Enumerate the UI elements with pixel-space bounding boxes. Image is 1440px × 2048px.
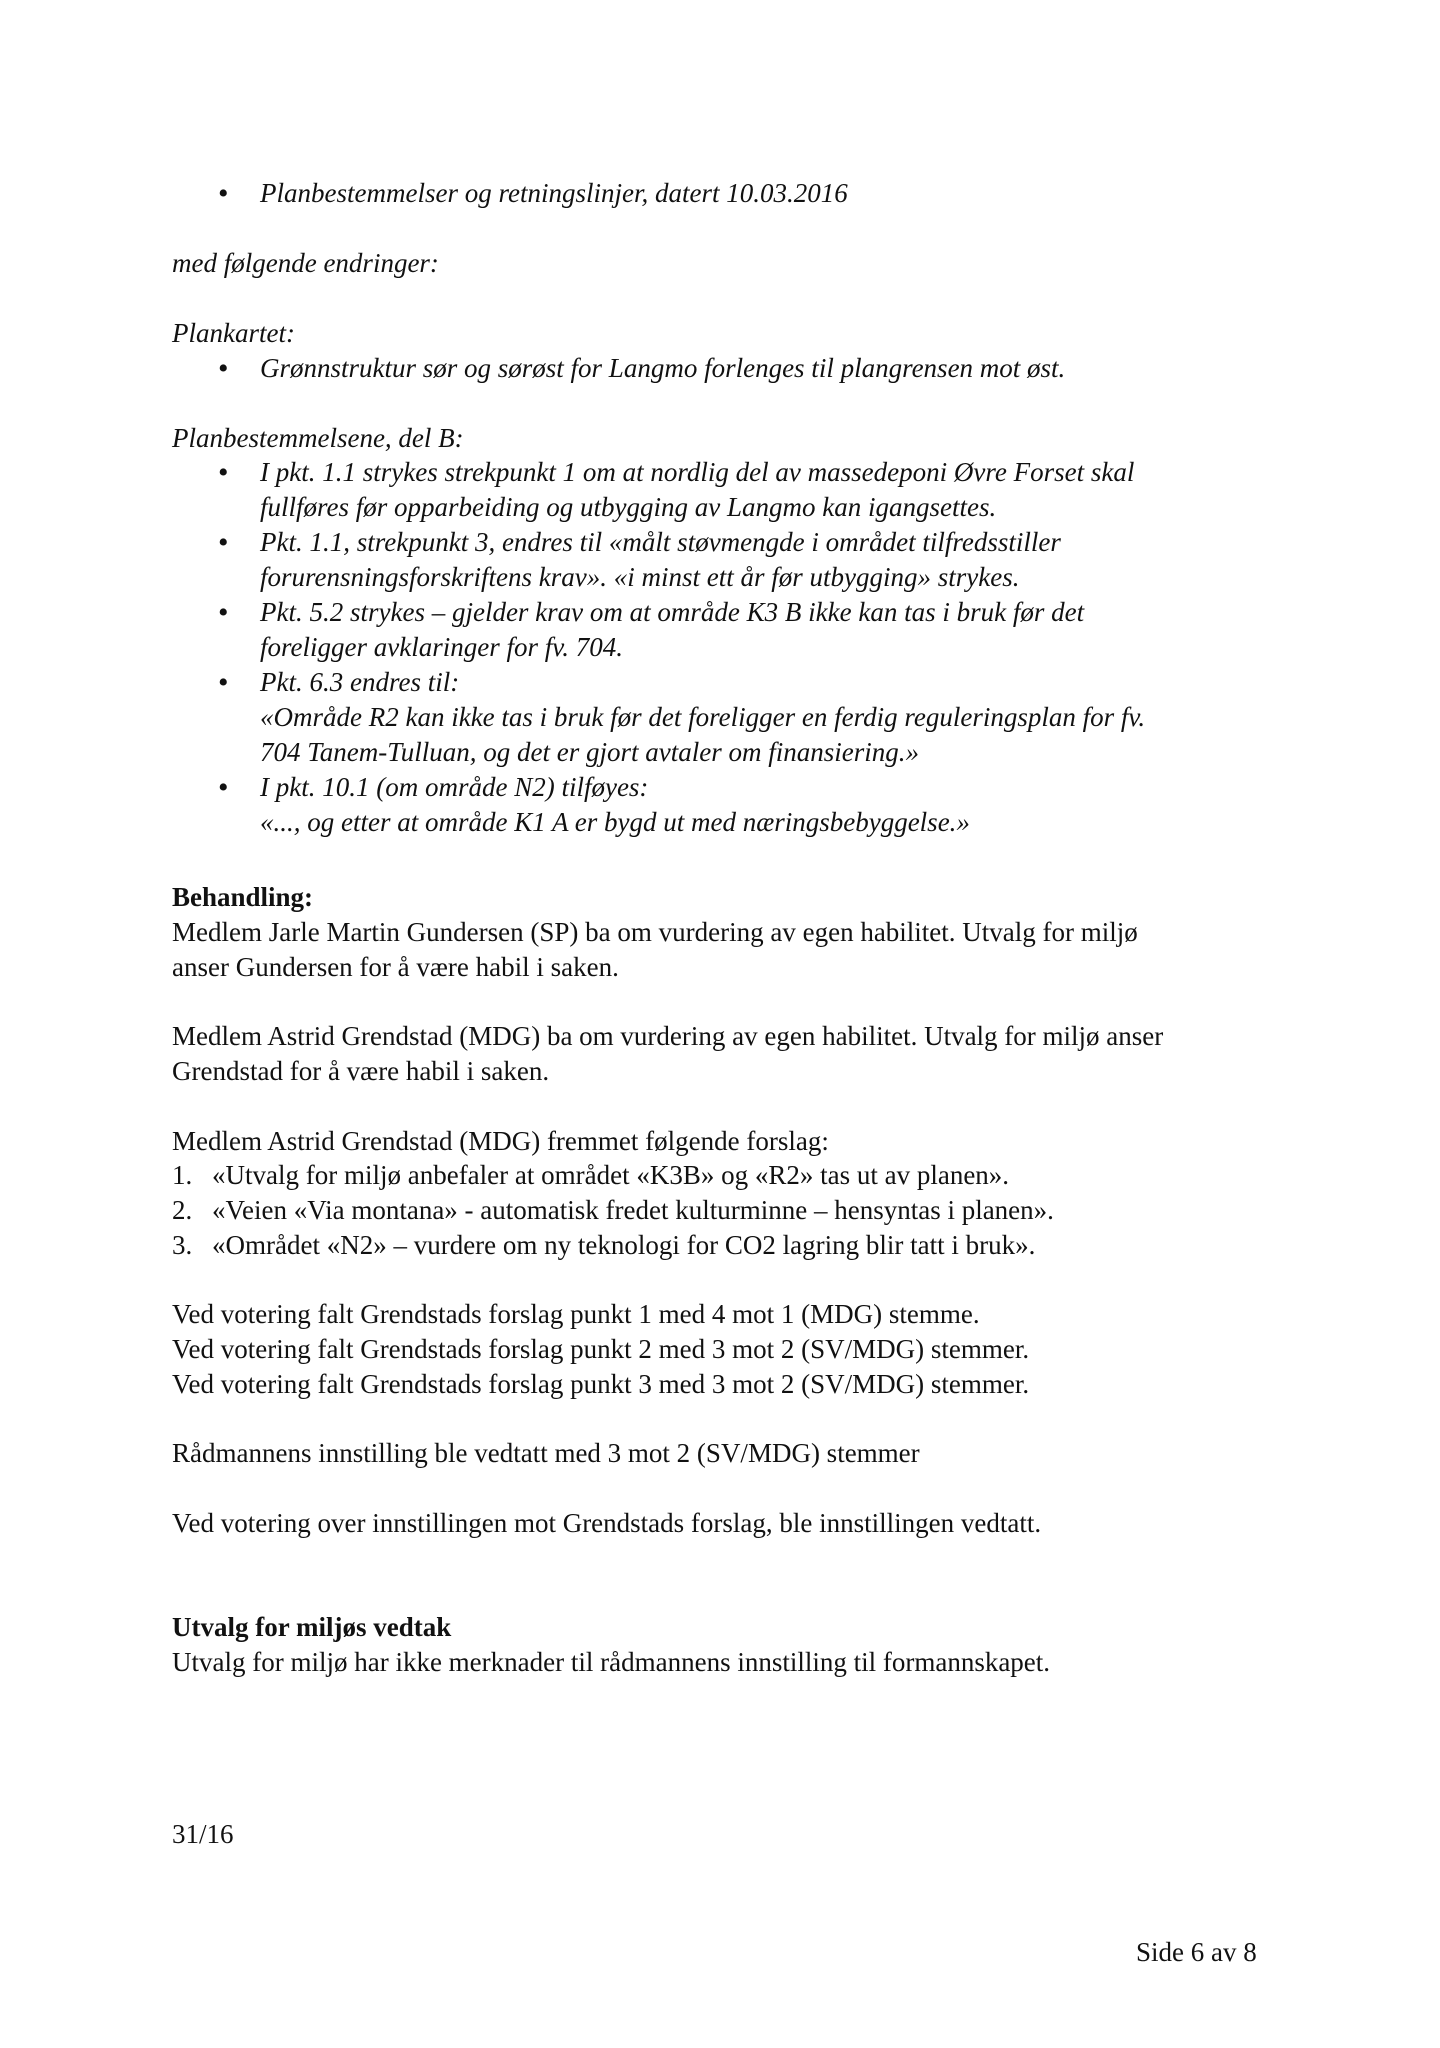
plankartet-heading: Plankartet: [172, 318, 295, 348]
list-item [218, 351, 1065, 386]
item-number: 1. [172, 1160, 193, 1190]
changes-intro: med følgende endringer: [172, 248, 439, 278]
bullet-line: fullføres før opparbeiding og utbygging av Langmo kan igangsettes. [260, 492, 997, 522]
forslag-intro: Medlem Astrid Grendstad (MDG) fremmet følgende forslag: [172, 1126, 829, 1156]
list-item [218, 665, 1145, 770]
item-text: «Veien «Via montana» - automatisk fredet kulturminne – hensyntas i planen». [212, 1195, 1054, 1225]
bullet-line: • I pkt. 10.1 (om område N2) tilføyes: [260, 772, 649, 802]
page-footer: Side 6 av 8 [1136, 1937, 1257, 1967]
behandling-heading: Behandling: [172, 882, 314, 912]
behandling-paragraph-1 [172, 915, 1292, 985]
item-number: 2. [172, 1195, 193, 1225]
text-line: anser Gundersen for å være habil i saken. [172, 952, 619, 982]
list-item [172, 1193, 1054, 1228]
text-line: Grendstad for å være habil i saken. [172, 1056, 550, 1086]
bullet-line: • Pkt. 1.1, strekpunkt 3, endres til «målt støvmengde i området tilfredsstiller [260, 527, 1061, 557]
text-line: Ved votering falt Grendstads forslag punkt 1 med 4 mot 1 (MDG) stemme. [172, 1299, 980, 1329]
bullet-text: Planbestemmelser og retningslinjer, datert 10.03.2016 [260, 178, 848, 208]
bullet-line: «Område R2 kan ikke tas i bruk før det foreligger en ferdig reguleringsplan for fv. [260, 702, 1146, 732]
bullet-line: foreligger avklaringer for fv. 704. [260, 632, 623, 662]
list-item [218, 525, 1145, 595]
text-line: Medlem Jarle Martin Gundersen (SP) ba om vurdering av egen habilitet. Utvalg for miljø [172, 917, 1138, 947]
bullet-line: • I pkt. 1.1 strykes strekpunkt 1 om at nordlig del av massedeponi Øvre Forset skal [260, 457, 1135, 487]
bullet-line: 704 Tanem-Tulluan, og det er gjort avtaler om finansiering.» [260, 737, 920, 767]
item-text: «Utvalg for miljø anbefaler at området «K3B» og «R2» tas ut av planen». [212, 1160, 1010, 1190]
planbest-heading: Planbestemmelsene, del B: [172, 423, 464, 453]
item-text: «Området «N2» – vurdere om ny teknologi for CO2 lagring blir tatt i bruk». [212, 1230, 1036, 1260]
item-number: 3. [172, 1230, 193, 1260]
votering-block [172, 1297, 1292, 1402]
forslag-list [172, 1158, 1054, 1263]
planbest-list [218, 455, 1145, 840]
vedtak-text: Utvalg for miljø har ikke merknader til rådmannens innstilling til formannskapet. [172, 1647, 1051, 1677]
list-item [172, 1228, 1054, 1263]
vedtak-heading: Utvalg for miljøs vedtak [172, 1612, 452, 1642]
text-line: Medlem Astrid Grendstad (MDG) ba om vurdering av egen habilitet. Utvalg for miljø anser [172, 1021, 1164, 1051]
list-item [218, 455, 1145, 525]
top-bullet-list [218, 176, 848, 211]
case-number: 31/16 [172, 1819, 234, 1849]
plankartet-list [218, 351, 1065, 386]
behandling-paragraph-2 [172, 1019, 1292, 1089]
list-item [218, 595, 1145, 665]
list-item [218, 770, 1145, 840]
bullet-line: «..., og etter at område K1 A er bygd ut med næringsbebyggelse.» [260, 807, 970, 837]
radmann-line: Rådmannens innstilling ble vedtatt med 3 mot 2 (SV/MDG) stemmer [172, 1438, 920, 1468]
bullet-line: • Pkt. 6.3 endres til: [260, 667, 460, 697]
bullet-line: forurensningsforskriftens krav». «i minst ett år før utbygging» strykes. [260, 562, 1020, 592]
bullet-text: Grønnstruktur sør og sørøst for Langmo forlenges til plangrensen mot øst. [260, 353, 1066, 383]
list-item [218, 176, 848, 211]
text-line: Ved votering falt Grendstads forslag punkt 3 med 3 mot 2 (SV/MDG) stemmer. [172, 1369, 1030, 1399]
list-item [172, 1158, 1054, 1193]
text-line: Ved votering falt Grendstads forslag punkt 2 med 3 mot 2 (SV/MDG) stemmer. [172, 1334, 1030, 1364]
bullet-line: • Pkt. 5.2 strykes – gjelder krav om at område K3 B ikke kan tas i bruk før det [260, 597, 1085, 627]
votering-final: Ved votering over innstillingen mot Grendstads forslag, ble innstillingen vedtatt. [172, 1508, 1042, 1538]
